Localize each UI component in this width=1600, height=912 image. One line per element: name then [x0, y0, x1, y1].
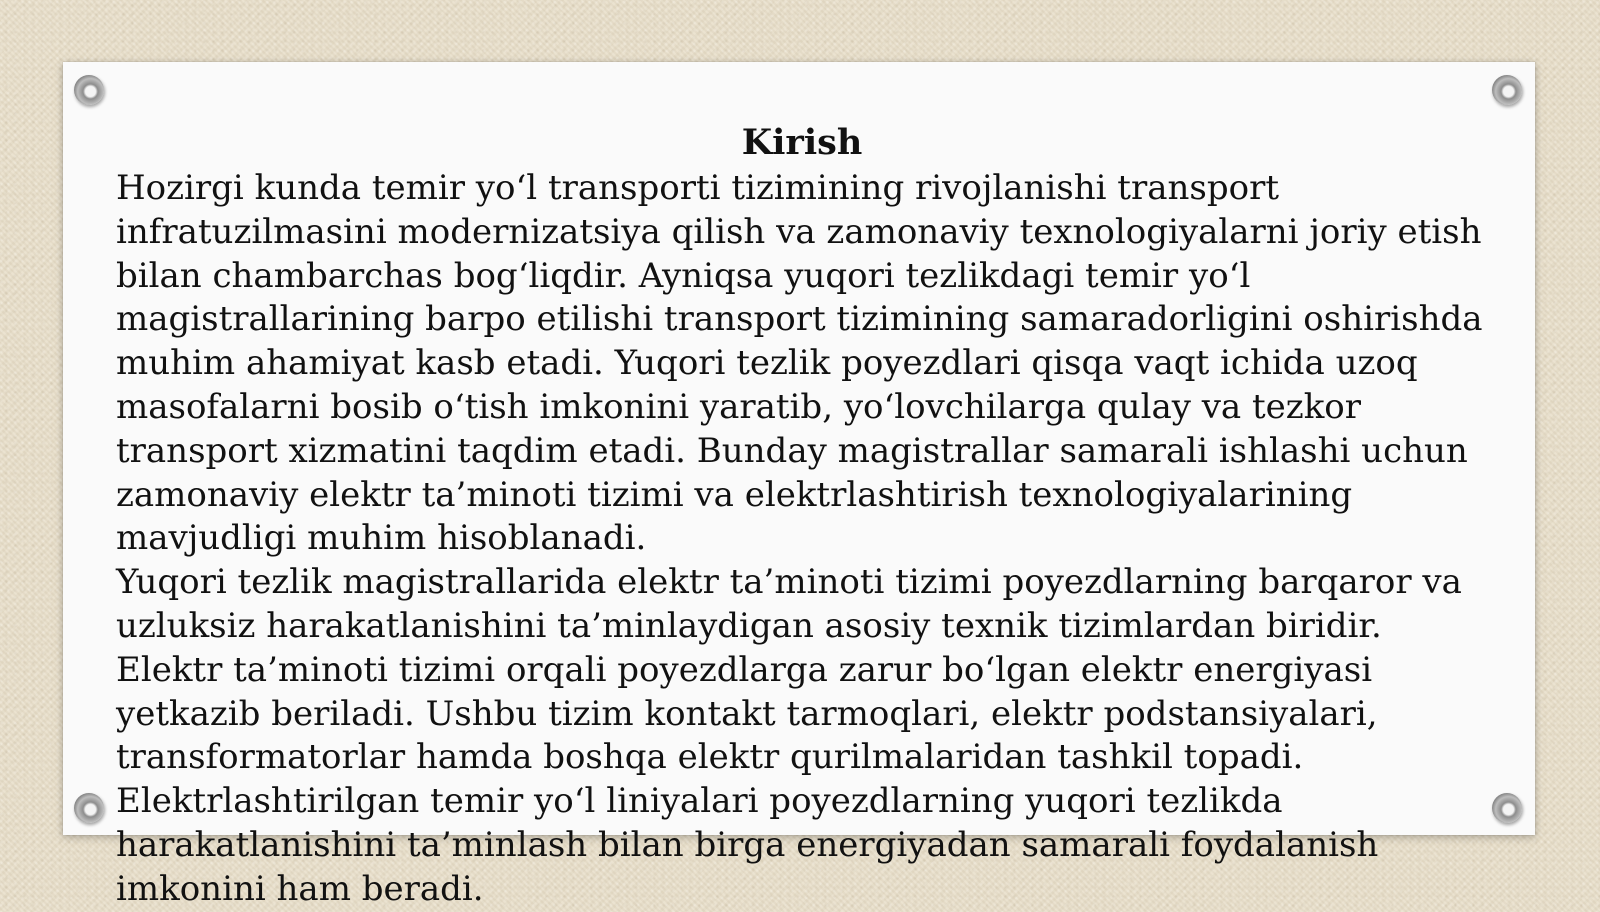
pin-bottom-left-icon — [74, 793, 104, 823]
paragraph-2: Yuqori tezlik magistrallarida elektr ta’minoti tizimi poyezdlarning barqaror va uzluksiz harakatlanishini ta’minlaydigan asosiy texnik tizimlardan biridir. Elektr ta’minoti tizimi orqali poyezdlarga zarur bo‘lgan elektr energiyasi yetkazib beriladi. Ushbu tizim kontakt tarmoqlari, elektr podstansiyalari, transformatorlar hamda boshqa elektr qurilmalaridan tashkil topadi. Elektrlashtirilgan temir yo‘l liniyalari poyezdlarning yuqori tezlikda harakatlanishini ta’minlash bilan birga energiyadan samarali foydalanish imkonini ham beradi. — [116, 562, 1462, 909]
slide-title: Kirish — [741, 122, 863, 163]
slide-content — [116, 118, 1488, 912]
paragraph-1: Hozirgi kunda temir yo‘l transporti tizimining rivojlanishi transport infratuzilmasini modernizatsiya qilish va zamonaviy texnologiyalarni joriy etish bilan chambarchas bog‘liqdir. Ayniqsa yuqori tezlikdagi temir yo‘l magistrallarining barpo etilishi transport tizimining samaradorligini oshirishda muhim ahamiyat kasb etadi. Yuqori tezlik poyezdlari qisqa vaqt ichida uzoq masofalarni bosib o‘tish imkonini yaratib, yo‘lovchilarga qulay va tezkor transport xizmatini taqdim etadi. Bunday magistrallar samarali ishlashi uchun zamonaviy elektr ta’minoti tizimi va elektrlashtirish texnologiyalarining mavjudligi muhim hisoblanadi. — [116, 168, 1483, 559]
pin-bottom-right-icon — [1492, 793, 1522, 823]
pin-top-right-icon — [1492, 75, 1522, 105]
pin-top-left-icon — [74, 75, 104, 105]
